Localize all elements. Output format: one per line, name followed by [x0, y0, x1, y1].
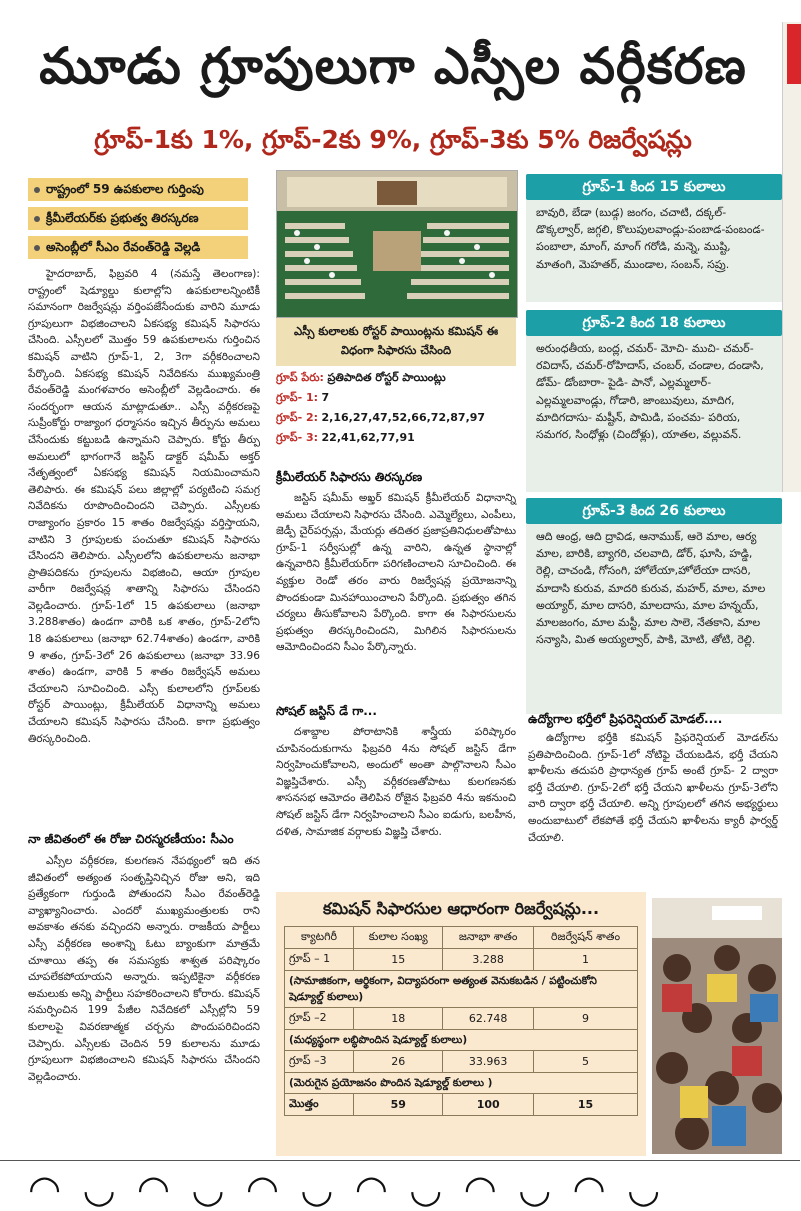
crowd-photo — [652, 898, 782, 1154]
table-cell: గ్రూప్ – 1 — [285, 949, 354, 971]
red-strip — [787, 24, 801, 84]
table-cell: 9 — [534, 1008, 638, 1030]
table-header: రిజర్వేషన్ శాతం — [534, 927, 638, 949]
table-row — [285, 949, 638, 971]
table-cell: 5 — [534, 1051, 638, 1073]
table-total-row — [285, 1094, 638, 1116]
bullet-icon — [34, 216, 40, 222]
roster-points-list — [276, 368, 516, 448]
roster-header: గ్రూప్ పేరు: ప్రతిపాదిత రోస్టర్ పాయింట్లు — [276, 371, 446, 384]
section-heading-cm: నా జీవితంలో ఈ రోజు చిరస్మరణీయం: సీఎం — [28, 832, 234, 846]
table-note: (సామాజికంగా, ఆర్థికంగా, విద్యాపరంగా అత్యంత వెనుకబడిన / పట్టించుకోని షెడ్యూల్డ్ కులాలు) — [285, 971, 638, 1008]
headline: మూడు గ్రూపులుగా ఎస్సీల వర్గీకరణ — [39, 36, 747, 95]
group-1-box — [526, 174, 782, 302]
article-column-3: ఉద్యోగాల భర్తీకి కమిషన్ ప్రిఫరెన్షియల్ మోడల్‌ను ప్రతిపాదించింది. గ్రూప్-1లో నోటిఫై చేయబడిన, భర్తీ చేయని ఖాళీలను తదుపరి ప్రాధాన్యత గ్రూప్ అంటే గ్రూప్- 2 ద్వారా భర్తీ చేయాలి. గ్రూప్-2లో భర్తీ చేయని ఖాళీలను గ్రూప్-3లోని వారి ద్వారా భర్తీ చేయాలి. అన్ని గ్రూపులలో తగిన అభ్యర్థులు అందుబాటులో లేకపోతే భర్తీ చేయని ఖాళీలను క్యారీ ఫార్వర్డ్ చేయాలి. — [528, 732, 778, 844]
table-cell: 59 — [354, 1094, 443, 1116]
section-heading-social-justice: సోషల్ జస్టిస్ డే గా... — [276, 704, 377, 718]
table-cell: 33.963 — [443, 1051, 534, 1073]
table-cell: 15 — [354, 949, 443, 971]
article-column-2: జస్టిస్ షమీమ్ అఖ్తర్ కమిషన్ క్రీమీలేయర్ విధానాన్ని అమలు చేయాలని సిఫారసు చేసింది. ఎమ్మెల్యేలు, ఎంపీలు, జెడ్పీ చైర్‌పర్సన్లు, మేయర్లు తదితర ప్రజాప్రతినిధులతోపాటు గ్రూప్-1 సర్వీసుల్లో ఉన్న వారిని, ఉన్నత స్థానాల్లో ఉన్నవారిని క్రీమీలేయర్‌గా పరిగణించాలని సూచించింది. ఈ వ్యక్తుల రెండో తరం వారు రిజర్వేషన్ల ప్రయోజనాన్ని పొందకుండా మినహాయించాలని పేర్కొంది. ప్రభుత్వం తగిన చర్యలు తీసుకోవాలని పేర్కొంది. కాగా ఈ సిఫారసులను ప్రభుత్వం తిరస్కరించిందని, మిగిలిన సిఫారసులను ఆమోదించిందని సీఎం పేర్కొన్నారు. — [276, 492, 516, 654]
article-column-1: హైదరాబాద్, ఫిబ్రవరి 4 (నమస్తే తెలంగాణ): రాష్ట్రంలో షెడ్యూల్డు కులాల్లోని ఉపకులాలన్నింటికీ సమానంగా రిజర్వేషన్లు వర్తింపజేసేందుకు వారిని మూడు గ్రూపులుగా విభజించాలని ఏకసభ్య కమిషన్ సిఫారసు చేసింది. ఎస్సీలలో మొత్తం 59 ఉపకులాలను గుర్తించిన కమిషన్ వాటిని గ్రూప్-1, 2, 3గా వర్గీకరించాలని పేర్కొంది. ఏకసభ్య కమిషన్ నివేదికను ముఖ్యమంత్రి రేవంత్‌రెడ్డి మంగళవారం అసెంబ్లీలో వెల్లడించారు. ఈ సందర్భంగా ఆయన మాట్లాడుతూ.. ఎస్సీ వర్గీకరణపై సుప్రీంకోర్టు రాజ్యాంగ ధర్మాసనం ఇచ్చిన తీర్పును అమలు చేసేందుకు కట్టుబడి ఉన్నామని చెప్పారు. కోర్టు తీర్పు అమలులో భాగంగానే జస్టిస్ డాక్టర్ షమీమ్ అక్తర్ నేతృత్వంలో ఏకసభ్య కమిషన్ నియమించామని తెలిపారు. ఈ కమిషన్ పలు జిల్లాల్లో పర్యటించి సమగ్ర నివేదికను రూపొందించిందని చెప్పారు. ఎస్సీలకు రాజ్యాంగం ప్రకారం 15 శాతం రిజర్వేషన్లు వర్తిస్తాయని, వాటిని 3 గ్రూపులకు పంచుతూ కమిషన్ సిఫారసు చేసిందని తెలిపారు. ఎస్సీలలోని ఉపకులాలను జనాభా ప్రాతిపదికను గ్రూపులను విభజించి, ఆయా గ్రూపుల వారీగా రిజర్వేషన్ల శాతాన్ని సిఫారసు చేసిందని వెల్లడించారు. గ్రూప్-1లో 15 ఉపకులాలు (జనాభా 3.288శాతం) ఉండగా వారికి ఒక శాతం, గ్రూప్-2లోని 18 ఉపకులాలు (జనాభా 62.74శాతం) ఉండగా, వారికి 9 శాతం, గ్రూప్-3లో 26 ఉపకులాలు (జనాభా 33.96 శాతం) ఉండగా, వారికి 5 శాతం రిజర్వేషన్ అమలు చేయాలని సూచించింది. ఎస్సీ కులాలలోని గ్రూప్‌లకు రోస్టర్ పాయింట్లు, క్రీమీలేయర్ విధానాన్ని అమలు చేయాలని కమిషన్ సిఫారసు చేసింది. కాగా ప్రభుత్వం తిరస్కరించింది. — [28, 268, 260, 745]
section-heading-creamy-layer: క్రీమీలేయర్ సిఫారసు తిరస్కరణ — [276, 470, 423, 484]
bullet-icon — [34, 187, 40, 193]
next-headline-cropped — [0, 1160, 800, 1211]
section-heading-preferential-model: ఉద్యోగాల భర్తీలో ప్రిఫరెన్షియల్ మోడల్.... — [528, 712, 723, 726]
table-header: క్యాటగిరీ — [285, 927, 354, 949]
table-cell: 1 — [534, 949, 638, 971]
article-column-1b: ఎస్సీల వర్గీకరణ, కులగణన నేపథ్యంలో ఇది తన జీవితంలో అత్యంత సంతృప్తినిచ్చిన రోజు అని, ఇది ప్రత్యేకంగా గుర్తుండి పోతుందని సీఎం రేవంత్‌రెడ్డి వ్యాఖ్యానించారు. ఎందరో ముఖ్యమంత్రులకు రాని అవకాశం తనకు వచ్చిందని అన్నారు. రాజకీయ పార్టీలు ఎస్సీ వర్గీకరణ అంశాన్ని ఓటు బ్యాంకుగా మాత్రమే చూశాయి తప్ప ఈ సమస్యకు శాశ్వత పరిష్కారం చూపలేకపోయాయని అన్నారు. ఇప్పటికైనా వర్గీకరణ అమలుకు అన్ని పార్టీలు సహకరించాలని కోరారు. కమిషన్ సమర్పించిన 199 పేజీల నివేదికలో ఎస్సీల్లోని 59 కులాలపై వివరణాత్మక చర్చను పొందుపరిచిందని చెప్పారు. ఎస్సీలకు చెందిన 59 కులాలను మూడు గ్రూపులుగా విభజించాలని కమిషన్ సిఫారసు చేసిందని వెల్లడించారు. — [28, 855, 260, 1083]
table-cell: 26 — [354, 1051, 443, 1073]
table-note: (మధ్యస్థంగా లబ్ధిపొందిన షెడ్యూల్డ్ కులాలు) — [285, 1030, 638, 1051]
assembly-photo — [276, 170, 518, 318]
table-cell: 18 — [354, 1008, 443, 1030]
table-cell: 15 — [534, 1094, 638, 1116]
subheadline: గ్రూప్-1కు 1%, గ్రూప్-2కు 9%, గ్రూప్-3కు 5% రిజర్వేషన్లు — [94, 125, 692, 154]
group-2-castes: అరుంధతీయ, బంద్ల, చమర్- మోచి- ముచి- చమర్-రవిదాస్, చమర్-రోహిదాస్, చంబర్, చండాల, దండాసి, డోమ్- డోంబారా- పైడి- పానో, ఎల్లమ్మలార్- ఎల్లమ్మలవాండ్లు, గోడారి, జాంబువులు, మాదిగ, మాదిగదాసు- మష్టీన్, పామిడి, పంచమ- పరియ, సమగర, సింధోళ్లు (చిందోళ్లు), యాతల, వల్లువన్. — [536, 342, 764, 442]
reservation-table-box — [276, 892, 646, 1156]
roster-row: గ్రూప్- 2: 2,16,27,47,52,66,72,87,97 — [276, 411, 486, 424]
highlight-item: రాష్ట్రంలో 59 ఉపకులాల గుర్తింపు — [28, 178, 248, 201]
table-row — [285, 1008, 638, 1030]
group-3-castes: ఆది ఆంధ్ర, ఆది ద్రావిడ, ఆనాముక్, ఆరె మాల, ఆర్య మాల, బారికి, బ్యాగరి, చలవాది, డోర్, ఘాసి, హడ్డి, రెల్లి, చాచండి, గోసంగి, హోలేయా,హోలేయా దాసరి, మాదాసి కురువ, మాదరి కురువ, మహర్, మాల, మాల అయ్యార్, మాల దాసరి, మాలదాసు, మాల హన్నయ్, మాలజంగం, మాల మస్టీ, మాల సాలె, నేతకాని, మాల సన్యాసి, మిత అయ్యల్వార్, పాకి, మోటి, తోటి, రెల్లి. — [536, 530, 766, 647]
table-row — [285, 1051, 638, 1073]
group-3-box — [526, 498, 782, 714]
table-cell: మొత్తం — [285, 1094, 354, 1116]
table-title: కమిషన్ సిఫారసుల ఆధారంగా రిజర్వేషన్లు... — [322, 899, 600, 918]
table-cell: గ్రూప్ –3 — [285, 1051, 354, 1073]
adjacent-page-edge — [782, 22, 801, 492]
reservation-table — [284, 926, 638, 1116]
table-cell: 62.748 — [443, 1008, 534, 1030]
article-column-2b: దశాబ్దాల పోరాటానికి శాస్త్రీయ పరిష్కారం చూపినందుకుగాను ఫిబ్రవరి 4ను సోషల్ జస్టిస్ డేగా నిర్వహించుకోవాలని, అందులో అంతా పాల్గొనాలని సీఎం విజ్ఞప్తిచేశారు. ఎస్సీ వర్గీకరణతోపాటు కులగణనకు శాసనసభ ఆమోదం తెలిపిన రోజైన ఫిబ్రవరి 4ను ఇకనుంచి సోషల్ జస్టిస్ డేగా నిర్వహించాలని సీఎం ఐడుగు, బలహీన, దళిత, సామాజిక వర్గాలకు విజ్ఞప్తి చేశారు. — [276, 726, 516, 838]
table-cell: 3.288 — [443, 949, 534, 971]
group-3-title: గ్రూప్-3 కింద 26 కులాలు — [526, 498, 782, 524]
cropped-headline-glyphs: ◠ ◡ ◠ ◡ ◠ ◡ ◠ ◡ ◠ ◡ ◠ ◡ — [30, 1167, 665, 1211]
group-1-castes: బావురి, బేడా (బుడ్గ) జంగం, చచాటి, దక్కల్- డొక్కల్వార్, జగ్గలి, కొలుపులవాండ్లు-పంబాడ-పంబండ-పంబాలా, మాంగ్, మాంగ్ గరోడి, మన్నె, ముష్టి, మాతంగి, మెహతర్, ముండాల, సంబన్, సప్రు. — [536, 206, 765, 271]
photo-caption: ఎస్సీ కులాలకు రోస్టర్ పాయింట్లను కమిషన్ ఈ విధంగా సిఫారసు చేసింది — [276, 318, 516, 366]
table-cell: గ్రూప్ –2 — [285, 1008, 354, 1030]
table-note-row — [285, 1030, 638, 1051]
table-note: (మెరుగైన ప్రయోజనం పొందిన షెడ్యూల్డ్ కులాలు ) — [285, 1073, 638, 1094]
roster-row: గ్రూప్- 3: 22,41,62,77,91 — [276, 431, 415, 444]
table-note-row — [285, 1073, 638, 1094]
table-cell: 100 — [443, 1094, 534, 1116]
group-2-box — [526, 310, 782, 492]
table-note-row — [285, 971, 638, 1008]
group-1-title: గ్రూప్-1 కింద 15 కులాలు — [526, 174, 782, 200]
table-header-row — [285, 927, 638, 949]
table-header: జనాభా శాతం — [443, 927, 534, 949]
table-header: కులాల సంఖ్య — [354, 927, 443, 949]
highlight-item: అసెంబ్లీలో సీఎం రేవంత్‌రెడ్డి వెల్లడి — [28, 236, 248, 259]
bullet-icon — [34, 245, 40, 251]
group-2-title: గ్రూప్-2 కింద 18 కులాలు — [526, 310, 782, 336]
highlights-box — [28, 178, 248, 265]
roster-row: గ్రూప్- 1: 7 — [276, 391, 330, 404]
highlight-item: క్రీమీలేయర్‌కు ప్రభుత్వ తిరస్కరణ — [28, 207, 248, 230]
